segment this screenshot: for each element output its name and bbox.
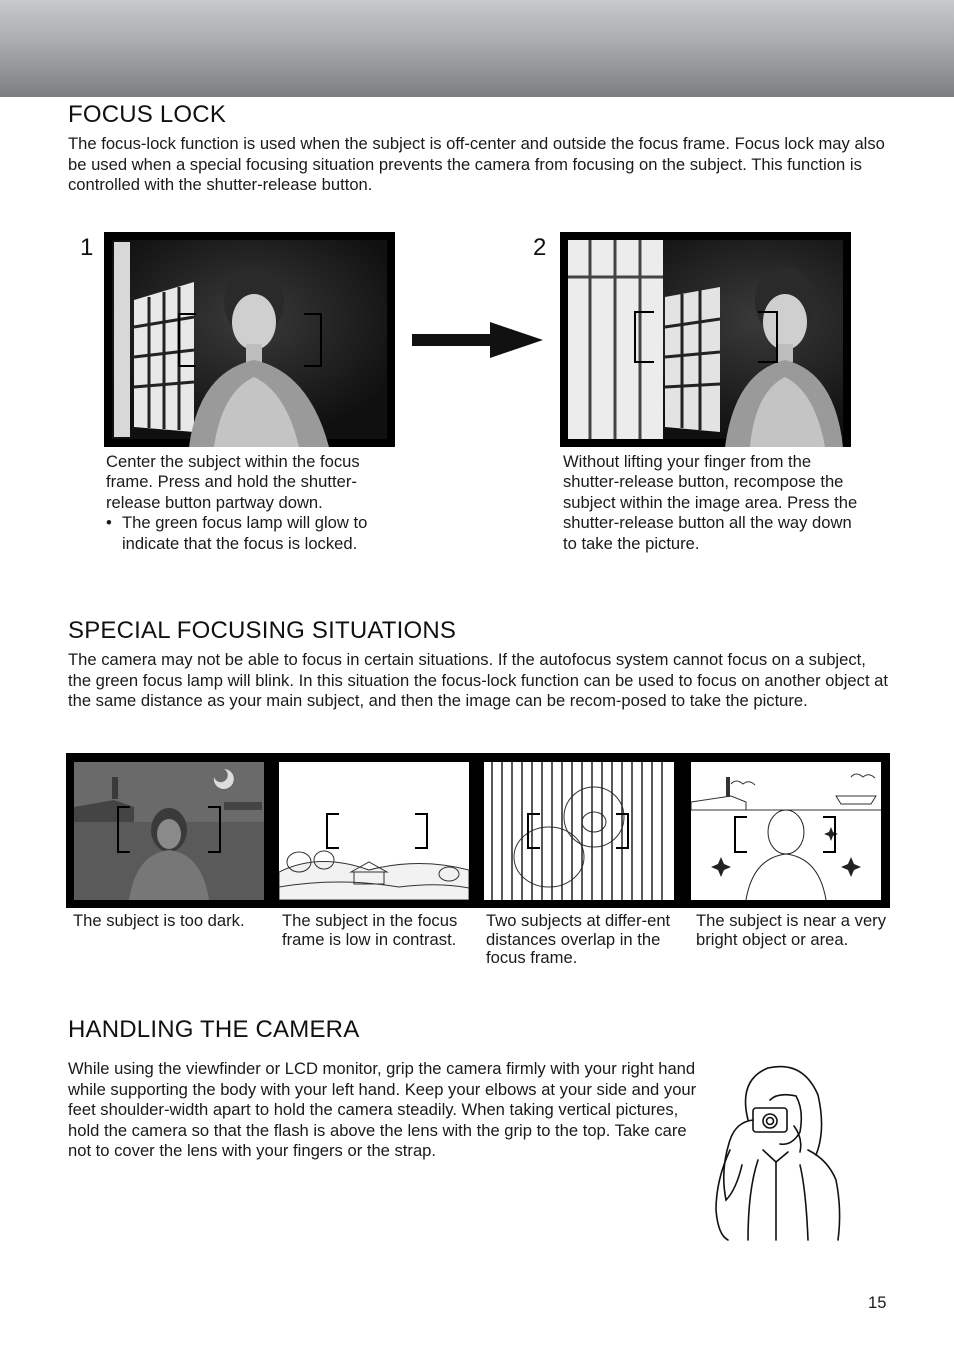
- special-intro: The camera may not be able to focus in certain situations. If the autofocus system cannot focus on a subject, the green focus lamp will blink. In this situation the focus-lock function can be used to focus on another object at the same distance as your main subject, and then the image can be recom-posed to take the picture.: [68, 650, 889, 710]
- photo-step-2: [560, 232, 851, 447]
- situation-caption-1: The subject is too dark.: [73, 911, 245, 930]
- photo-step-1: [104, 232, 395, 447]
- header-bar: [0, 0, 954, 97]
- handling-heading: HANDLING THE CAMERA: [68, 1016, 360, 1043]
- special-heading: SPECIAL FOCUSING SITUATIONS: [68, 617, 457, 644]
- step-1-bullet-text: The green focus lamp will glow to indicate that the focus is locked.: [122, 513, 368, 553]
- focus-lock-heading: FOCUS LOCK: [68, 101, 227, 128]
- woman-holding-camera-illustration: [708, 1060, 848, 1245]
- focus-lock-intro: The focus-lock function is used when the subject is off-center and outside the focus frame. Focus lock may also be used when a special focusing situation prevents the camera from focusing on the subject. This function is controlled with the shutter-release button.: [68, 134, 885, 194]
- situation-caption-3: Two subjects at differ-ent distances overlap in the focus frame.: [486, 911, 671, 968]
- step-1-number: 1: [80, 234, 94, 261]
- situation-bright: [691, 762, 881, 900]
- situation-dark: [74, 762, 264, 900]
- page-number: 15: [868, 1293, 887, 1312]
- situations-strip: [66, 753, 890, 908]
- step-2-number: 2: [533, 234, 547, 261]
- situation-caption-4: The subject is near a very bright object or area.: [696, 911, 886, 949]
- step-2-caption: Without lifting your finger from the shutter-release button, recompose the subject within the image area. Press the shutter-release button all the way down to take the picture.: [563, 452, 858, 553]
- handling-text: While using the viewfinder or LCD monitor, grip the camera firmly with your right hand while supporting the body with your left hand. Keep your elbows at your side and your feet shoulder-width apart to hold the camera steadily. When taking vertical pictures, hold the camera so that the flash is above the lens with the grip to the top. Take care not to cover the lens with your fingers or the strap.: [68, 1059, 697, 1160]
- situation-overlap: [484, 762, 674, 900]
- situation-caption-2: The subject in the focus frame is low in contrast.: [282, 911, 458, 949]
- arrow-right-icon: [410, 320, 545, 360]
- step-1-text: Center the subject within the focus frame. Press and hold the shutter-release button partway down.: [106, 452, 360, 512]
- bullet-mark: •: [106, 513, 112, 533]
- step-1-bullet: [106, 513, 406, 554]
- situation-low-contrast: [279, 762, 469, 900]
- step-1-caption: [106, 452, 406, 554]
